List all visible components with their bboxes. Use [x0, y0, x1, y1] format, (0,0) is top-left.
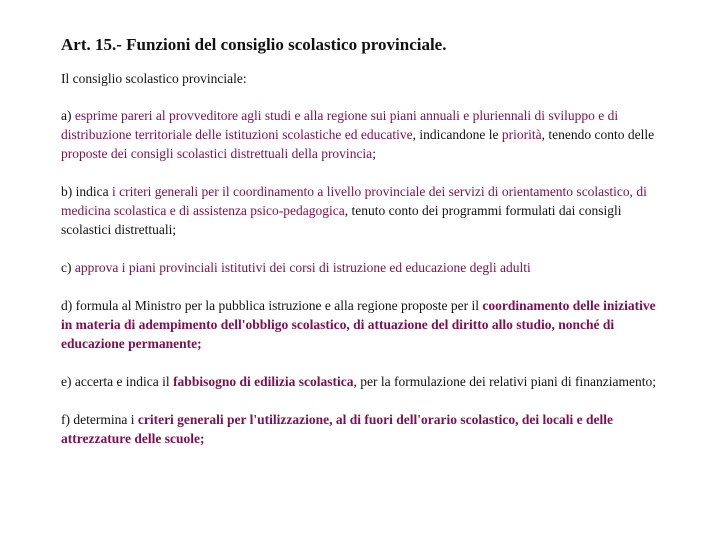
item-a-highlight-2: priorità — [501, 127, 542, 142]
item-f-highlight-1: criteri generali per l'utilizzazione, al di fuori dell'orario scolastico, dei locali e delle attrezzature delle scuole; — [61, 412, 613, 446]
item-b — [61, 182, 661, 239]
item-a — [61, 106, 661, 163]
item-c — [61, 258, 661, 277]
article-title: Art. 15.- Funzioni del consiglio scolastico provinciale. — [61, 35, 447, 54]
item-d — [61, 296, 661, 353]
intro-text: Il consiglio scolastico provinciale: — [61, 71, 247, 86]
item-a-prefix: a) — [61, 108, 75, 123]
item-b-text-1: , tenuto conto dei programmi formulati dai consigli scolastici distrettuali; — [61, 203, 622, 237]
item-a-text-1: , indicandone le — [412, 127, 502, 142]
item-e-prefix: e) accerta e indica il — [61, 374, 174, 389]
item-c-prefix: c) — [61, 260, 75, 275]
item-d-highlight-1: coordinamento delle iniziative in materia di adempimento dell'obbligo scolastico, di attuazione del diritto allo studio, nonché di educazione permanente; — [61, 298, 656, 351]
item-d-prefix: d) formula al Ministro per la pubblica istruzione e alla regione proposte per il — [61, 298, 483, 313]
item-a-highlight-3: proposte dei consigli scolastici distrettuali della provincia — [61, 146, 373, 161]
item-a-text-3: ; — [372, 146, 376, 161]
item-b-prefix: b) indica — [61, 184, 112, 199]
document-page — [61, 34, 661, 467]
item-e-highlight-1: fabbisogno di edilizia scolastica — [173, 374, 354, 389]
item-a-text-2: , tenendo conto delle — [541, 127, 655, 142]
item-e-text-1: , per la formulazione dei relativi piani di finanziamento; — [353, 374, 656, 389]
item-f-prefix: f) determina i — [61, 412, 138, 427]
item-a-highlight-1: esprime pareri al provveditore agli studi e alla regione sui piani annuali e pluriennali di sviluppo e di distribuzione territoriale delle istituzioni scolastiche ed educative — [61, 108, 619, 142]
item-b-highlight-1: i criteri generali per il coordinamento a livello provinciale dei servizi di orientamento scolastico, di medicina scolastica e di assistenza psico-pedagogica — [61, 184, 647, 218]
item-f — [61, 410, 661, 448]
item-e — [61, 372, 661, 391]
item-c-highlight-1: approva i piani provinciali istitutivi dei corsi di istruzione ed educazione degli adulti — [74, 260, 531, 275]
